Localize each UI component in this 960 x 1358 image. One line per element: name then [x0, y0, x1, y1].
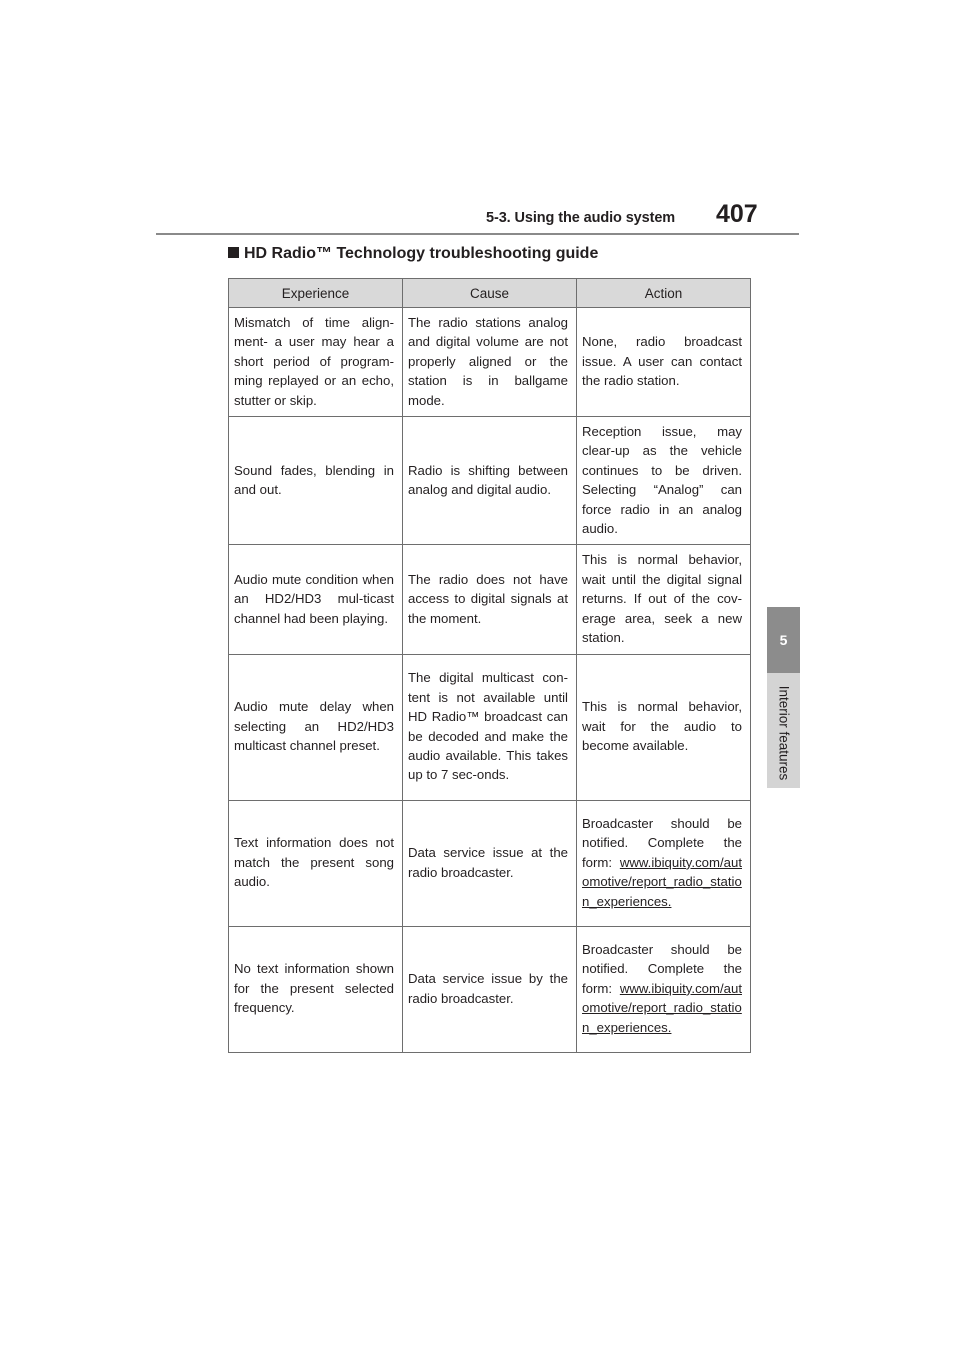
cause-cell: Data service issue at the radio broadcaster. — [403, 800, 577, 926]
page-number: 407 — [716, 200, 758, 228]
cause-cell: Radio is shifting between analog and digital audio. — [403, 417, 577, 545]
cause-cell: The radio does not have access to digital signals at the moment. — [403, 545, 577, 654]
action-text: Broadcaster should be notified. Complete the form: — [582, 815, 742, 870]
chapter-title-vertical — [768, 683, 799, 783]
table-row — [229, 654, 751, 800]
table-row — [229, 417, 751, 545]
square-bullet-icon — [228, 247, 239, 258]
experience-cell: Text information does not match the present song audio. — [229, 800, 403, 926]
table-row — [229, 308, 751, 417]
page-header — [0, 0, 960, 240]
experience-cell: Sound fades, blending in and out. — [229, 417, 403, 545]
guide-heading-text: HD Radio™ Technology troubleshooting guide — [244, 245, 599, 262]
action-text: Broadcaster should be notified. Complete the form: — [582, 941, 742, 996]
experience-cell: Audio mute condition when an HD2/HD3 mul-ticast channel had been playing. — [229, 545, 403, 654]
experience-cell: No text information shown for the present selected frequency. — [229, 926, 403, 1052]
table-row — [229, 800, 751, 926]
table-header-row — [229, 279, 751, 308]
chapter-title: Interior features — [776, 685, 791, 781]
action-cell — [577, 926, 751, 1052]
column-header-cause: Cause — [403, 279, 577, 308]
table-row — [229, 545, 751, 654]
guide-heading — [228, 245, 598, 263]
cause-cell: The radio stations analog and digital volume are not properly aligned or the station is in ballgame mode. — [403, 308, 577, 417]
cause-cell: The digital multicast con-tent is not available until HD Radio™ broadcast can be decoded and make the audio available. This takes up to 7 sec-onds. — [403, 654, 577, 800]
experience-cell: Mismatch of time align-ment- a user may hear a short period of program-ming replayed or an echo, stutter or skip. — [229, 308, 403, 417]
action-cell — [577, 800, 751, 926]
troubleshooting-table — [228, 278, 751, 1053]
section-title: 5-3. Using the audio system — [486, 210, 676, 226]
header-divider — [156, 233, 799, 235]
action-cell: This is normal behavior, wait for the audio to become available. — [577, 654, 751, 800]
experience-cell: Audio mute delay when selecting an HD2/HD3 multicast channel preset. — [229, 654, 403, 800]
action-cell: This is normal behavior, wait until the digital signal returns. If out of the cov-erage area, seek a new station. — [577, 545, 751, 654]
table-row — [229, 926, 751, 1052]
column-header-experience: Experience — [229, 279, 403, 308]
cause-cell: Data service issue by the radio broadcaster. — [403, 926, 577, 1052]
action-cell: None, radio broadcast issue. A user can contact the radio station. — [577, 308, 751, 417]
ibiquity-link[interactable]: www.ibiquity.com/automotive/report_radio_station_experiences. — [582, 854, 742, 909]
ibiquity-link[interactable]: www.ibiquity.com/automotive/report_radio_station_experiences. — [582, 980, 742, 1035]
action-cell: Reception issue, may clear-up as the vehicle continues to be driven. Selecting “Analog” can force radio in an analog audio. — [577, 417, 751, 545]
chapter-tab: 5 — [767, 607, 800, 673]
column-header-action: Action — [577, 279, 751, 308]
